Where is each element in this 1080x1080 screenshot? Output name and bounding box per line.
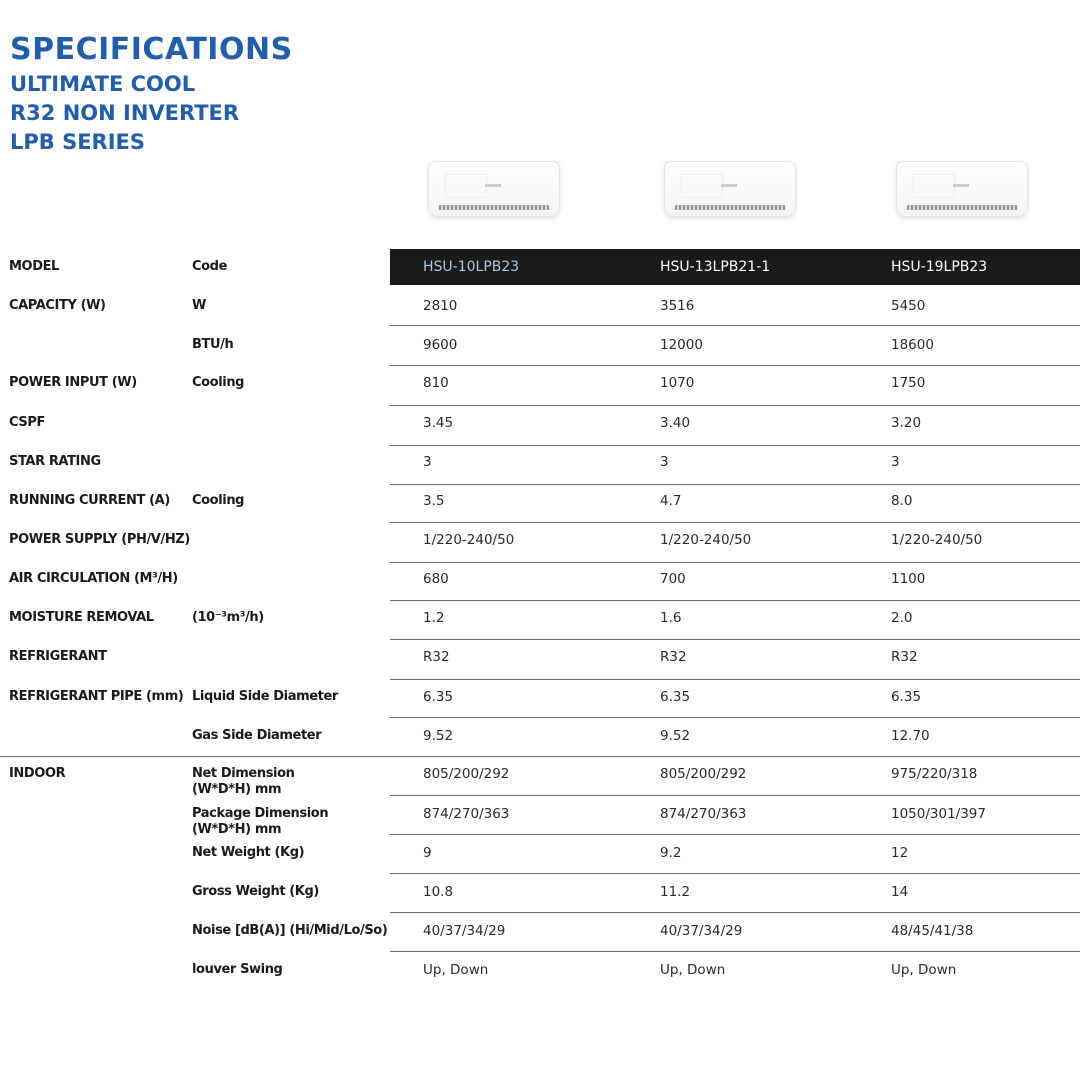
table-cell: 1.6 bbox=[660, 610, 682, 626]
table-cell: 3 bbox=[423, 454, 432, 470]
row-sublabel: louver Swing bbox=[192, 962, 283, 977]
row-sublabel: W bbox=[192, 298, 206, 313]
table-cell: 680 bbox=[423, 571, 449, 587]
row-sublabel: Liquid Side Diameter bbox=[192, 689, 338, 704]
table-header-row bbox=[0, 249, 1080, 285]
table-cell: 8.0 bbox=[891, 493, 913, 509]
subtitle-line-2: R32 NON INVERTER bbox=[10, 101, 240, 125]
table-cell: 6.35 bbox=[660, 689, 691, 705]
table-cell: 4.7 bbox=[660, 493, 682, 509]
table-cell: 874/270/363 bbox=[660, 806, 747, 822]
table-cell: Up, Down bbox=[423, 962, 489, 978]
table-cell: 3.20 bbox=[891, 415, 922, 431]
table-cell: 874/270/363 bbox=[423, 806, 510, 822]
air-conditioner-image bbox=[428, 161, 560, 217]
table-cell: 9600 bbox=[423, 337, 458, 353]
table-cell: 975/220/318 bbox=[891, 766, 978, 782]
table-cell: 3516 bbox=[660, 298, 695, 314]
subtitle-line-1: ULTIMATE COOL bbox=[10, 72, 196, 96]
row-divider bbox=[390, 445, 1080, 446]
row-divider bbox=[390, 873, 1080, 874]
table-cell: 3 bbox=[660, 454, 669, 470]
table-cell: 3.40 bbox=[660, 415, 691, 431]
row-label: CSPF bbox=[9, 415, 45, 430]
table-cell: 12.70 bbox=[891, 728, 930, 744]
table-cell: R32 bbox=[423, 649, 450, 665]
table-cell: 805/200/292 bbox=[423, 766, 510, 782]
model-code-1: HSU-10LPB23 bbox=[423, 259, 520, 275]
row-label: REFRIGERANT PIPE (mm) bbox=[9, 689, 184, 704]
table-cell: 9.52 bbox=[423, 728, 454, 744]
page-title: SPECIFICATIONS bbox=[10, 32, 293, 67]
row-label: RUNNING CURRENT (A) bbox=[9, 493, 170, 508]
table-cell: 5450 bbox=[891, 298, 926, 314]
table-cell: Up, Down bbox=[660, 962, 726, 978]
table-cell: 6.35 bbox=[891, 689, 922, 705]
table-cell: 40/37/34/29 bbox=[423, 923, 506, 939]
row-sublabel: Gas Side Diameter bbox=[192, 728, 322, 743]
table-cell: Up, Down bbox=[891, 962, 957, 978]
row-divider bbox=[390, 484, 1080, 485]
air-conditioner-image bbox=[664, 161, 796, 217]
table-cell: 12 bbox=[891, 845, 909, 861]
row-sublabel: Net Weight (Kg) bbox=[192, 845, 305, 860]
table-cell: R32 bbox=[891, 649, 918, 665]
row-divider bbox=[390, 522, 1080, 523]
table-cell: 11.2 bbox=[660, 884, 691, 900]
row-divider bbox=[390, 562, 1080, 563]
row-sublabel: Cooling bbox=[192, 375, 245, 390]
table-cell: 18600 bbox=[891, 337, 934, 353]
row-sublabel: Package Dimension (W*D*H) mm bbox=[192, 806, 329, 837]
row-divider bbox=[390, 600, 1080, 601]
row-sublabel: Gross Weight (Kg) bbox=[192, 884, 319, 899]
header-label: MODEL bbox=[9, 259, 59, 274]
row-divider bbox=[390, 795, 1080, 796]
table-cell: 1/220-240/50 bbox=[891, 532, 983, 548]
table-cell: 1/220-240/50 bbox=[423, 532, 515, 548]
header-sublabel: Code bbox=[192, 259, 227, 274]
table-cell: 700 bbox=[660, 571, 686, 587]
table-cell: 810 bbox=[423, 375, 449, 391]
table-cell: 2810 bbox=[423, 298, 458, 314]
row-divider bbox=[390, 405, 1080, 406]
table-cell: 10.8 bbox=[423, 884, 454, 900]
row-divider bbox=[390, 639, 1080, 640]
row-divider bbox=[390, 951, 1080, 952]
table-cell: 9.52 bbox=[660, 728, 691, 744]
row-sublabel: BTU/h bbox=[192, 337, 234, 352]
row-label: CAPACITY (W) bbox=[9, 298, 106, 313]
row-divider bbox=[390, 912, 1080, 913]
row-divider bbox=[0, 756, 1080, 757]
table-cell: 6.35 bbox=[423, 689, 454, 705]
table-cell: 48/45/41/38 bbox=[891, 923, 974, 939]
row-label: POWER INPUT (W) bbox=[9, 375, 137, 390]
row-divider bbox=[390, 679, 1080, 680]
table-cell: 3 bbox=[891, 454, 900, 470]
row-label: MOISTURE REMOVAL bbox=[9, 610, 154, 625]
product-images bbox=[390, 158, 1080, 218]
row-sublabel: (10⁻³m³/h) bbox=[192, 610, 264, 625]
table-cell: 1050/301/397 bbox=[891, 806, 986, 822]
model-code-2: HSU-13LPB21-1 bbox=[660, 259, 771, 275]
subtitle-line-3: LPB SERIES bbox=[10, 130, 146, 154]
row-label: INDOOR bbox=[9, 766, 66, 781]
row-label: AIR CIRCULATION (M³/H) bbox=[9, 571, 178, 586]
table-cell: 12000 bbox=[660, 337, 703, 353]
table-cell: 14 bbox=[891, 884, 909, 900]
table-cell: 1100 bbox=[891, 571, 926, 587]
table-cell: 1/220-240/50 bbox=[660, 532, 752, 548]
table-cell: 1.2 bbox=[423, 610, 445, 626]
row-label: POWER SUPPLY (PH/V/HZ) bbox=[9, 532, 190, 547]
table-cell: 9.2 bbox=[660, 845, 682, 861]
row-sublabel: Net Dimension (W*D*H) mm bbox=[192, 766, 295, 797]
row-divider bbox=[390, 834, 1080, 835]
row-divider bbox=[390, 325, 1080, 326]
row-sublabel: Cooling bbox=[192, 493, 245, 508]
model-code-3: HSU-19LPB23 bbox=[891, 259, 988, 275]
table-cell: 3.45 bbox=[423, 415, 454, 431]
table-cell: 40/37/34/29 bbox=[660, 923, 743, 939]
table-cell: 805/200/292 bbox=[660, 766, 747, 782]
row-divider bbox=[390, 365, 1080, 366]
row-sublabel: Noise [dB(A)] (Hi/Mid/Lo/So) bbox=[192, 923, 388, 938]
table-cell: 3.5 bbox=[423, 493, 445, 509]
air-conditioner-image bbox=[896, 161, 1028, 217]
table-cell: 2.0 bbox=[891, 610, 913, 626]
row-label: REFRIGERANT bbox=[9, 649, 107, 664]
title-block bbox=[10, 30, 293, 157]
table-cell: 1750 bbox=[891, 375, 926, 391]
table-cell: 1070 bbox=[660, 375, 695, 391]
table-cell: 9 bbox=[423, 845, 432, 861]
row-label: STAR RATING bbox=[9, 454, 101, 469]
table-cell: R32 bbox=[660, 649, 687, 665]
row-divider bbox=[390, 717, 1080, 718]
